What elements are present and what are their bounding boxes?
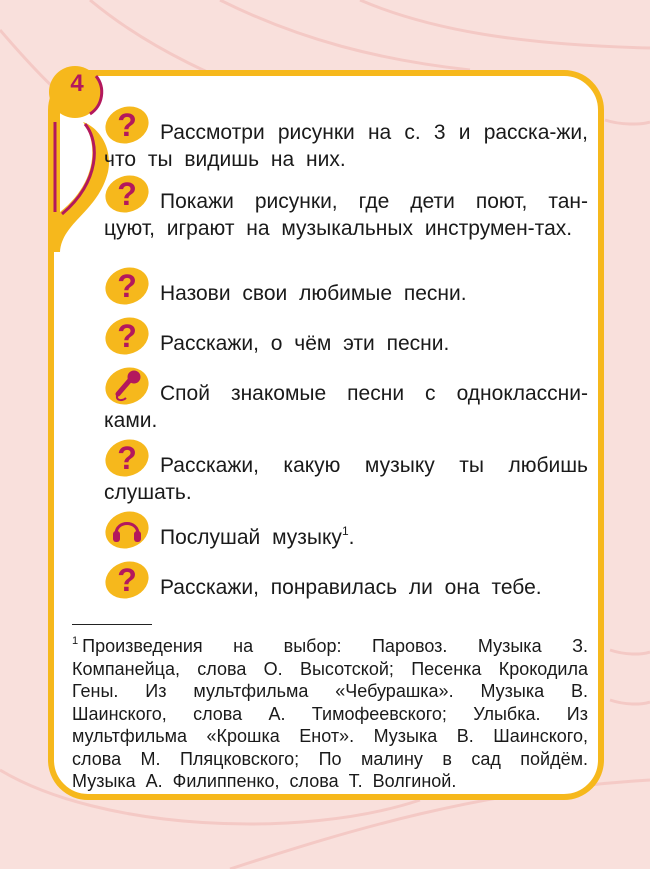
task-item bbox=[104, 316, 588, 357]
question-icon bbox=[104, 266, 150, 304]
task-text: Послушай музыку bbox=[160, 526, 342, 549]
task-text: Расскажи, какую музыку ты любишь слушать. bbox=[104, 454, 588, 504]
footnote bbox=[72, 630, 588, 793]
microphone-icon bbox=[104, 366, 150, 404]
question-icon bbox=[104, 105, 150, 143]
task-item bbox=[104, 105, 588, 173]
footnote-reference[interactable]: 1 bbox=[341, 524, 349, 538]
task-item bbox=[104, 560, 588, 601]
page-number: 4 bbox=[70, 70, 84, 97]
task-text: Расскажи, о чём эти песни. bbox=[160, 332, 450, 355]
svg-text:?: ? bbox=[117, 318, 137, 354]
svg-text:?: ? bbox=[117, 268, 137, 304]
task-item bbox=[104, 366, 588, 434]
task-text-period: . bbox=[348, 526, 355, 549]
svg-text:?: ? bbox=[117, 107, 137, 143]
task-text: Расскажи, понравилась ли она тебе. bbox=[160, 576, 542, 599]
svg-text:?: ? bbox=[117, 440, 137, 476]
svg-text:?: ? bbox=[117, 562, 137, 598]
svg-text:?: ? bbox=[117, 176, 137, 212]
task-item bbox=[104, 438, 588, 506]
task-text: Рассмотри рисунки на с. 3 и расска-жи, что ты видишь на них. bbox=[104, 121, 588, 171]
footnote-divider bbox=[72, 624, 152, 625]
footnote-text: Произведения на выбор: Паровоз. Музыка З. Компанейца, слова О. Высотской; Песенка Крокодила Гены. Из мультфильма «Чебурашка». Музыка В. Шаинского, слова А. Тимофеевского; Улыбка. Из мультфильма «Крошка Енот». Музыка В. Шаинского, слова М. Пляцковского; По малину в сад пойдём. Музыка А. Филиппенко, слова Т. Волгиной. bbox=[72, 636, 588, 791]
task-item bbox=[104, 174, 588, 242]
headphones-icon bbox=[104, 510, 150, 548]
question-icon bbox=[104, 560, 150, 598]
task-text: Назови свои любимые песни. bbox=[160, 282, 467, 305]
task-item bbox=[104, 266, 588, 307]
task-text: Покажи рисунки, где дети поют, тан-цуют, играют на музыкальных инструмен-тах. bbox=[104, 190, 588, 240]
question-icon bbox=[104, 438, 150, 476]
question-icon bbox=[104, 316, 150, 354]
footnote-marker: 1 bbox=[72, 635, 79, 647]
task-item bbox=[104, 510, 588, 551]
question-icon bbox=[104, 174, 150, 212]
task-text: Спой знакомые песни с одноклассни-ками. bbox=[104, 382, 588, 432]
